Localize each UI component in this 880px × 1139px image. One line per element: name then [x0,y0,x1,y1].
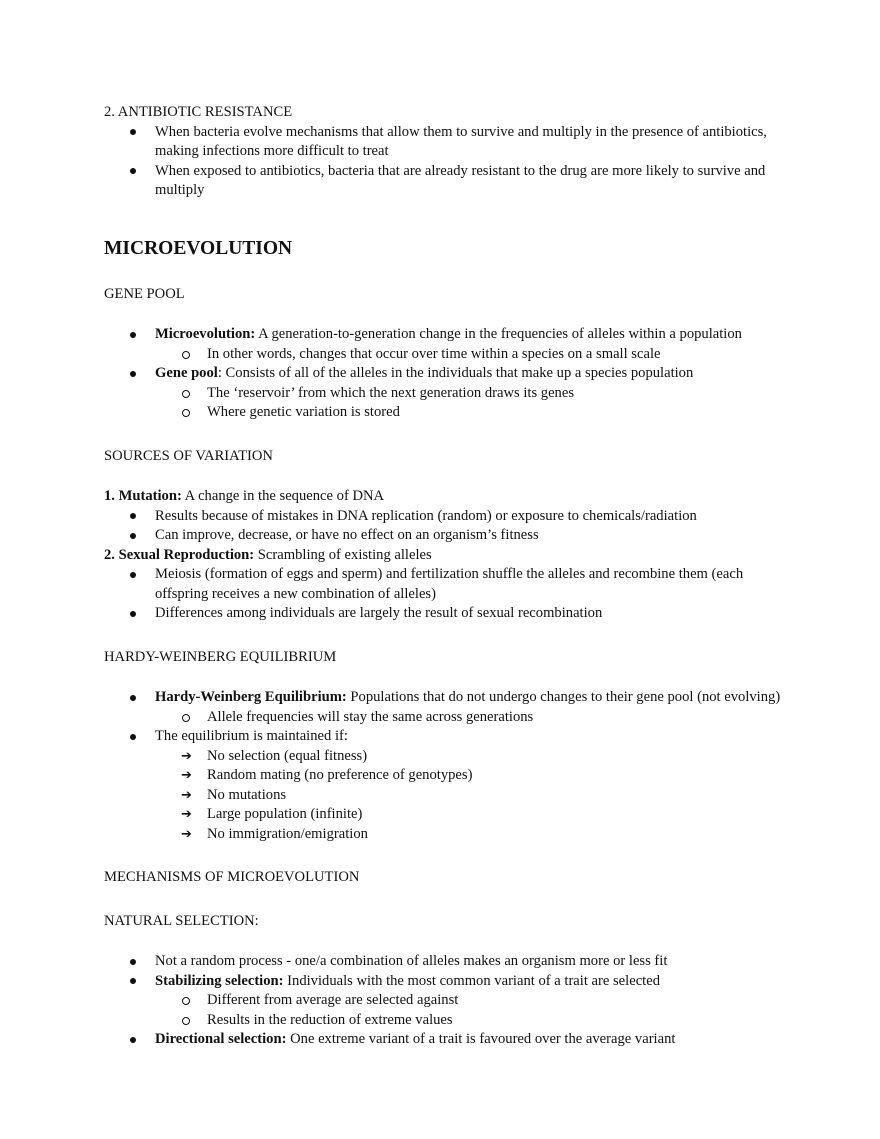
list-item: Can improve, decrease, or have no effect on an organism’s fitness [104,526,784,546]
list-item: ➔ Large population (infinite) [104,805,784,825]
arrow-right-icon: ➔ [181,787,192,803]
bullet-icon [130,734,136,740]
natural-selection-heading: NATURAL SELECTION: [104,912,259,929]
list-item: Allele frequencies will stay the same across generations [104,708,784,728]
list-item: When exposed to antibiotics, bacteria that are already resistant to the drug are more likely to survive and multiply [104,162,784,201]
hollow-bullet-icon [182,390,190,398]
bullet-icon [130,959,136,965]
list-item: The ‘reservoir’ from which the next generation draws its genes [104,384,784,404]
list-item: The equilibrium is maintained if: [104,727,784,747]
section-title-microevolution: MICROEVOLUTION [104,237,293,259]
bullet-icon [130,371,136,377]
antibiotic-heading: 2. ANTIBIOTIC RESISTANCE [104,104,293,120]
hardy-weinberg-heading: HARDY-WEINBERG EQUILIBRIUM [104,648,337,665]
arrow-right-icon: ➔ [181,748,192,764]
hollow-bullet-icon [182,1017,190,1025]
bullet-icon [130,1037,136,1043]
list-item: Results because of mistakes in DNA replication (random) or exposure to chemicals/radiation [104,507,784,527]
list-item: Differences among individuals are largely the result of sexual recombination [104,604,784,624]
list-item: Stabilizing selection: Individuals with the most common variant of a trait are selected [104,972,784,992]
list-item: Microevolution: A generation-to-generation change in the frequencies of alleles within a population [104,325,784,345]
sexual-reproduction-line: 2. Sexual Reproduction: Scrambling of existing alleles [104,546,432,563]
list-item: Where genetic variation is stored [104,403,784,423]
mechanisms-heading: MECHANISMS OF MICROEVOLUTION [104,869,360,885]
list-item: In other words, changes that occur over time within a species on a small scale [104,345,784,365]
bullet-icon [130,611,136,617]
list-item: Hardy-Weinberg Equilibrium: Populations that do not undergo changes to their gene pool (not evolving) [104,688,784,708]
list-item: When bacteria evolve mechanisms that allow them to survive and multiply in the presence of antibiotics, making infections more difficult to treat [104,123,784,162]
list-item: Different from average are selected against [104,991,784,1011]
bullet-icon [130,978,136,984]
hollow-bullet-icon [182,351,190,359]
list-item: ➔ No immigration/emigration [104,825,784,845]
arrow-right-icon: ➔ [181,768,192,783]
document-page [104,103,784,1050]
list-item: ➔ No mutations [104,786,784,806]
variation-heading: SOURCES OF VARIATION [104,447,273,464]
list-item: Directional selection: One extreme variant of a trait is favoured over the average variant [104,1030,784,1050]
list-item: ➔ Random mating (no preference of genotypes) [104,766,784,786]
arrow-right-icon: ➔ [181,807,192,822]
hollow-bullet-icon [182,997,190,1005]
bullet-icon [130,129,136,135]
mutation-line: 1. Mutation: A change in the sequence of DNA [104,488,385,504]
hollow-bullet-icon [182,409,190,417]
bullet-icon [130,572,136,578]
hollow-bullet-icon [182,714,190,722]
bullet-icon [130,695,136,701]
bullet-icon [130,533,136,539]
list-item: Meiosis (formation of eggs and sperm) and fertilization shuffle the alleles and recombine them (each offspring receives a new combination of alleles) [104,565,784,604]
gene-pool-heading: GENE POOL [104,285,185,302]
list-item: Not a random process - one/a combination of alleles makes an organism more or less fit [104,952,784,972]
list-item: Gene pool: Consists of all of the alleles in the individuals that make up a species population [104,364,784,384]
bullet-icon [130,513,136,519]
list-item: Results in the reduction of extreme values [104,1011,784,1031]
bullet-icon [130,168,136,174]
arrow-right-icon: ➔ [181,826,192,842]
bullet-icon [130,332,136,338]
list-item: ➔ No selection (equal fitness) [104,747,784,767]
